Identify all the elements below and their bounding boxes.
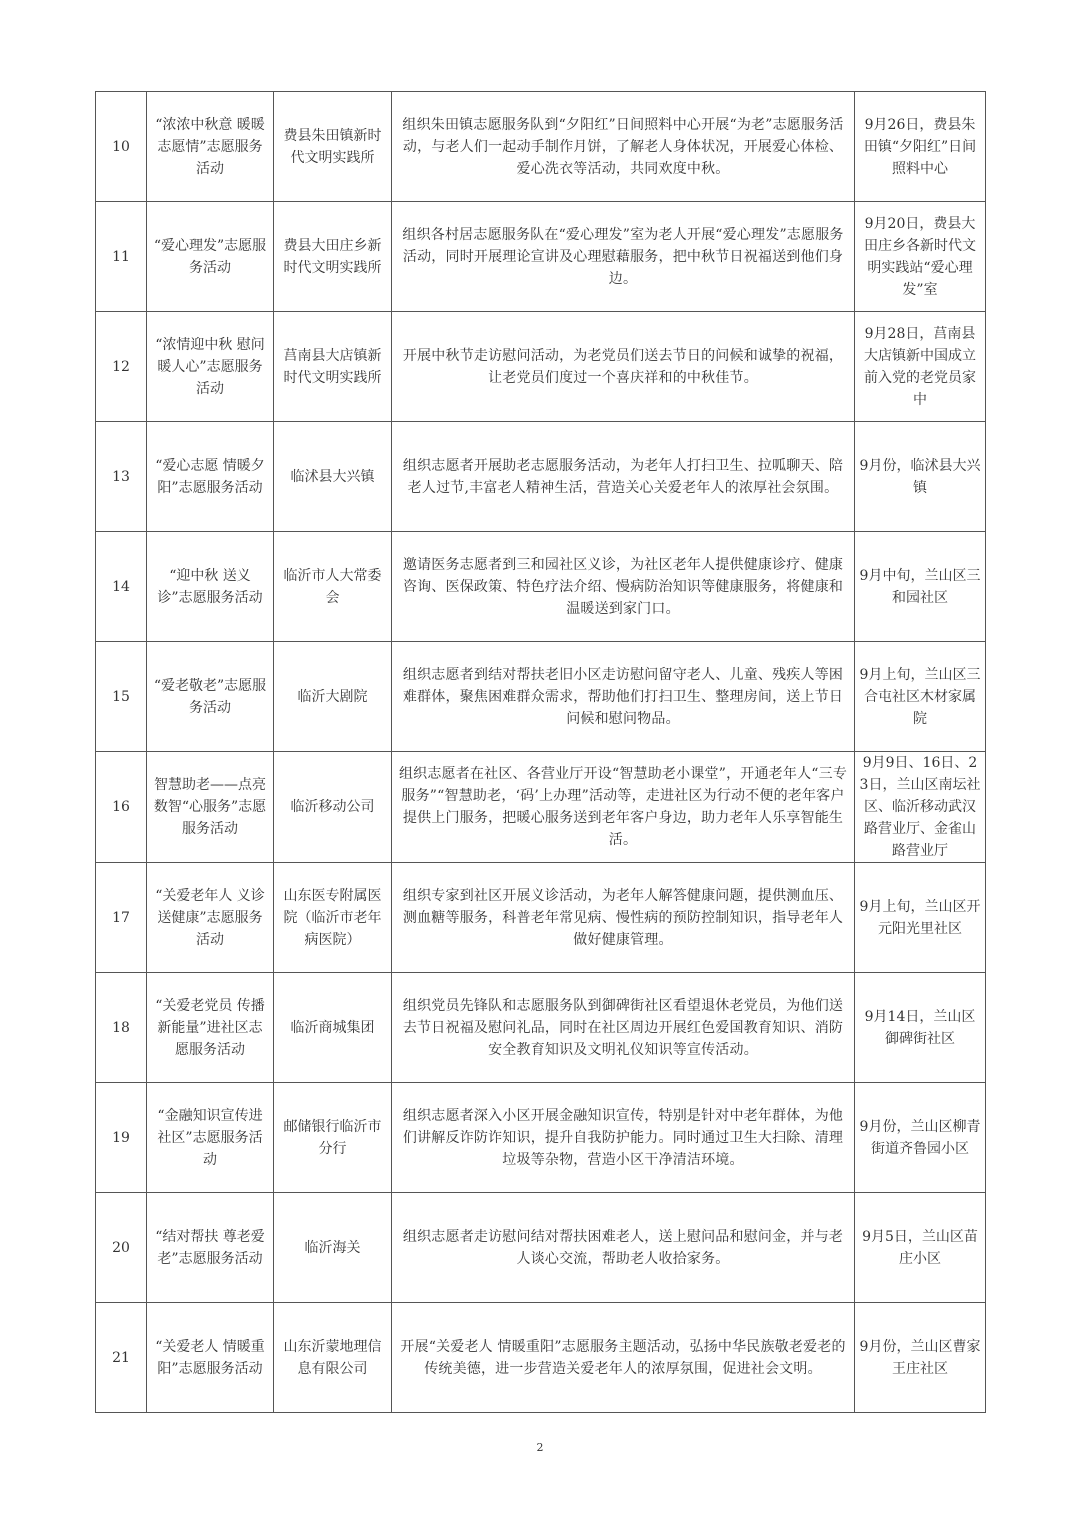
- table-row: [96, 1083, 986, 1193]
- time-location: 9月9日、16日、23日，兰山区南坛社区、临沂移动武汉路营业厅、金雀山路营业厅: [855, 752, 986, 863]
- time-location: 9月上旬，兰山区开元阳光里社区: [855, 863, 986, 973]
- row-number: 19: [96, 1083, 147, 1193]
- activity-content: 组织朱田镇志愿服务队到“夕阳红”日间照料中心开展“为老”志愿服务活动，与老人们一起动手制作月饼，了解老人身体状况，开展爱心体检、爱心洗衣等活动，共同欢度中秋。: [392, 92, 855, 202]
- row-number: 12: [96, 312, 147, 422]
- row-number: 18: [96, 973, 147, 1083]
- organizer: 临沂商城集团: [274, 973, 392, 1083]
- time-location: 9月份，临沭县大兴镇: [855, 422, 986, 532]
- time-location: 9月中旬，兰山区三和园社区: [855, 532, 986, 642]
- row-number: 17: [96, 863, 147, 973]
- activity-name: “浓浓中秋意 暖暖志愿情”志愿服务活动: [147, 92, 274, 202]
- activity-name: “爱心志愿 情暖夕阳”志愿服务活动: [147, 422, 274, 532]
- table-row: [96, 202, 986, 312]
- organizer: 莒南县大店镇新时代文明实践所: [274, 312, 392, 422]
- table-row: [96, 863, 986, 973]
- table-row: [96, 92, 986, 202]
- table-row: [96, 312, 986, 422]
- table-row: [96, 532, 986, 642]
- activity-content: 组织志愿者开展助老志愿服务活动，为老年人打扫卫生、拉呱聊天、陪老人过节,丰富老人精神生活，营造关心关爱老年人的浓厚社会氛围。: [392, 422, 855, 532]
- table-row: [96, 1303, 986, 1413]
- organizer: 临沭县大兴镇: [274, 422, 392, 532]
- time-location: 9月14日，兰山区御碑街社区: [855, 973, 986, 1083]
- organizer: 邮储银行临沂市分行: [274, 1083, 392, 1193]
- time-location: 9月28日，莒南县大店镇新中国成立前入党的老党员家中: [855, 312, 986, 422]
- activity-content: 组织志愿者到结对帮扶老旧小区走访慰问留守老人、儿童、残疾人等困难群体，聚焦困难群众需求，帮助他们打扫卫生、整理房间，送上节日问候和慰问物品。: [392, 642, 855, 752]
- activity-table: [95, 91, 986, 1413]
- organizer: 费县大田庄乡新时代文明实践所: [274, 202, 392, 312]
- organizer: 山东医专附属医院（临沂市老年病医院）: [274, 863, 392, 973]
- activity-name: “关爱老党员 传播新能量”进社区志愿服务活动: [147, 973, 274, 1083]
- row-number: 13: [96, 422, 147, 532]
- activity-name: “关爱老年人 义诊送健康”志愿服务活动: [147, 863, 274, 973]
- organizer: 山东沂蒙地理信息有限公司: [274, 1303, 392, 1413]
- organizer: 费县朱田镇新时代文明实践所: [274, 92, 392, 202]
- organizer: 临沂市人大常委会: [274, 532, 392, 642]
- row-number: 15: [96, 642, 147, 752]
- row-number: 11: [96, 202, 147, 312]
- time-location: 9月26日，费县朱田镇“夕阳红”日间照料中心: [855, 92, 986, 202]
- activity-content: 组织党员先锋队和志愿服务队到御碑街社区看望退休老党员，为他们送去节日祝福及慰问礼品，同时在社区周边开展红色爱国教育知识、消防安全教育知识及文明礼仪知识等宣传活动。: [392, 973, 855, 1083]
- row-number: 14: [96, 532, 147, 642]
- time-location: 9月上旬，兰山区三合屯社区木材家属院: [855, 642, 986, 752]
- activity-name: “关爱老人 情暖重阳”志愿服务活动: [147, 1303, 274, 1413]
- activity-name: “金融知识宣传进社区”志愿服务活动: [147, 1083, 274, 1193]
- activity-name: “浓情迎中秋 慰问暖人心”志愿服务活动: [147, 312, 274, 422]
- organizer: 临沂大剧院: [274, 642, 392, 752]
- table-row: [96, 752, 986, 863]
- page-number: 2: [536, 1441, 544, 1454]
- table-row: [96, 642, 986, 752]
- row-number: 10: [96, 92, 147, 202]
- time-location: 9月20日，费县大田庄乡各新时代文明实践站“爱心理发”室: [855, 202, 986, 312]
- activity-content: 组织专家到社区开展义诊活动，为老年人解答健康问题，提供测血压、测血糖等服务，科普老年常见病、慢性病的预防控制知识，指导老年人做好健康管理。: [392, 863, 855, 973]
- activity-name: 智慧助老——点亮数智“心服务”志愿服务活动: [147, 752, 274, 863]
- time-location: 9月5日，兰山区苗庄小区: [855, 1193, 986, 1303]
- table-row: [96, 1193, 986, 1303]
- table-row: [96, 973, 986, 1083]
- table-row: [96, 422, 986, 532]
- activity-content: 组织各村居志愿服务队在“爱心理发”室为老人开展“爱心理发”志愿服务活动，同时开展理论宣讲及心理慰藉服务，把中秋节日祝福送到他们身边。: [392, 202, 855, 312]
- activity-content: 组织志愿者在社区、各营业厅开设“智慧助老小课堂”，开通老年人“三专服务”“智慧助老，‘码’上办理”活动等，走进社区为行动不便的老年客户提供上门服务，把暖心服务送到老年客户身边，助力老年人乐享智能生活。: [392, 752, 855, 863]
- activity-content: 开展中秋节走访慰问活动，为老党员们送去节日的问候和诚挚的祝福，让老党员们度过一个喜庆祥和的中秋佳节。: [392, 312, 855, 422]
- activity-content: 组织志愿者走访慰问结对帮扶困难老人，送上慰问品和慰问金，并与老人谈心交流，帮助老人收拾家务。: [392, 1193, 855, 1303]
- activity-content: 邀请医务志愿者到三和园社区义诊，为社区老年人提供健康诊疗、健康咨询、医保政策、特色疗法介绍、慢病防治知识等健康服务，将健康和温暖送到家门口。: [392, 532, 855, 642]
- organizer: 临沂移动公司: [274, 752, 392, 863]
- activity-name: “爱老敬老”志愿服务活动: [147, 642, 274, 752]
- row-number: 21: [96, 1303, 147, 1413]
- activity-content: 组织志愿者深入小区开展金融知识宣传，特别是针对中老年群体，为他们讲解反诈防诈知识，提升自我防护能力。同时通过卫生大扫除、清理垃圾等杂物，营造小区干净清洁环境。: [392, 1083, 855, 1193]
- activity-content: 开展“关爱老人 情暖重阳”志愿服务主题活动，弘扬中华民族敬老爱老的传统美德，进一步营造关爱老年人的浓厚氛围，促进社会文明。: [392, 1303, 855, 1413]
- organizer: 临沂海关: [274, 1193, 392, 1303]
- row-number: 20: [96, 1193, 147, 1303]
- activity-name: “结对帮扶 尊老爱老”志愿服务活动: [147, 1193, 274, 1303]
- time-location: 9月份，兰山区柳青街道齐鲁园小区: [855, 1083, 986, 1193]
- row-number: 16: [96, 752, 147, 863]
- activity-name: “爱心理发”志愿服务活动: [147, 202, 274, 312]
- time-location: 9月份，兰山区曹家王庄社区: [855, 1303, 986, 1413]
- activity-name: “迎中秋 送义诊”志愿服务活动: [147, 532, 274, 642]
